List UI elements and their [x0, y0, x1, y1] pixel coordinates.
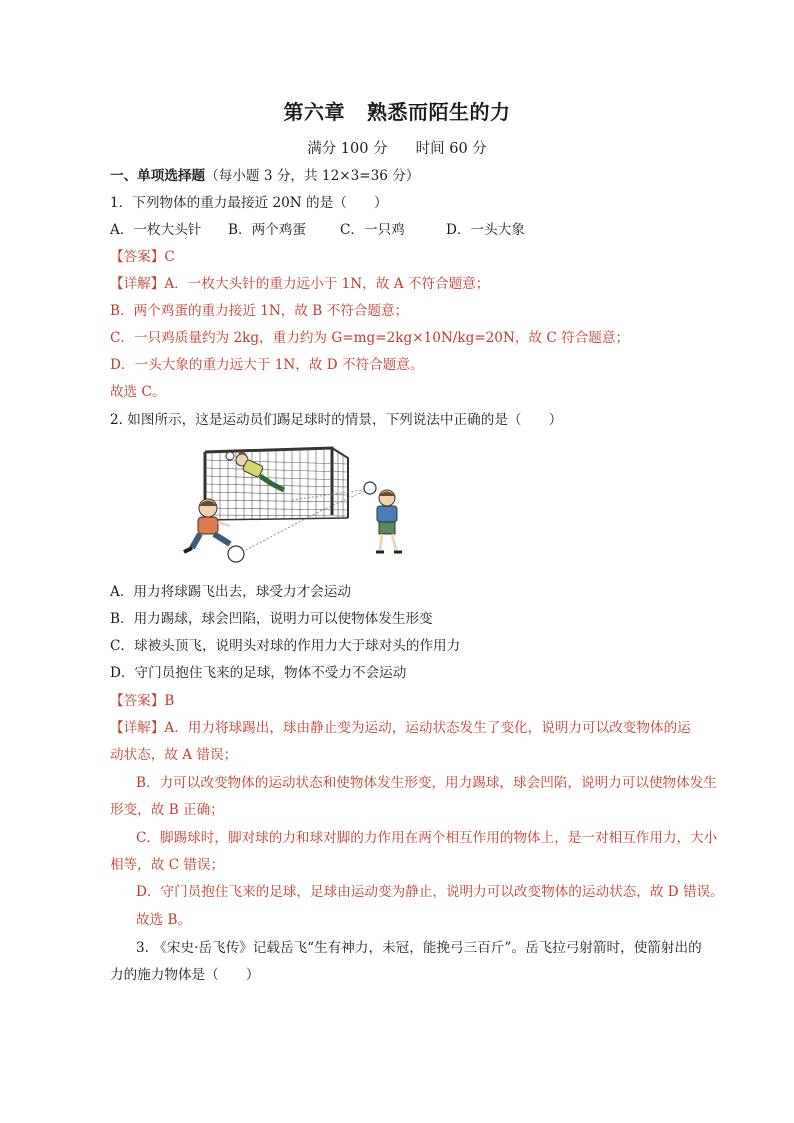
explain-text: A．用力将球踢出，球由静止变为运动，运动状态发生了变化，说明力可以改变物体的运 — [164, 720, 691, 736]
q1-explain-a — [110, 274, 720, 294]
soccer-illustration — [172, 440, 422, 565]
q2-explain-1 — [110, 718, 720, 738]
q2-option-a: A．用力将球踢飞出去，球受力才会运动 — [110, 584, 351, 600]
chapter-number: 第六章 — [283, 100, 345, 124]
q3-stem-line2: 力的施力物体是（ ） — [110, 967, 260, 983]
q2-option-c: C．球被头顶飞，说明头对球的作用力大于球对头的作用力 — [110, 638, 461, 654]
q2-explain-7: D．守门员抱住飞来的足球，足球由运动变为静止，说明力可以改变物体的运动状态，故 D 错误。 — [136, 884, 724, 900]
page-title — [0, 96, 794, 125]
full-score: 满分 100 分 — [307, 141, 388, 157]
q2-explain-5: C．脚踢球时，脚对球的力和球对脚的力作用在两个相互作用的物体上，是一对相互作用力，大小 — [136, 830, 718, 846]
answer-label: 【答案】 — [110, 693, 165, 709]
exam-info — [0, 137, 794, 158]
soccer-ball-icon — [228, 546, 244, 562]
q2-explain-6: 相等，故 C 错误； — [110, 857, 225, 873]
q2-stem: 2. 如图所示，这是运动员们踢足球时的情景，下列说法中正确的是（ ） — [110, 412, 563, 428]
q2-answer — [110, 691, 720, 711]
section-note: （每小题 3 分，共 12×3=36 分） — [205, 168, 420, 184]
answer-label: 【答案】 — [110, 249, 165, 265]
answer-value: B — [164, 693, 175, 709]
header-ball-icon — [364, 482, 376, 494]
q1-option-b: B．两个鸡蛋 — [228, 222, 306, 238]
q1-explain-d: D．一头大象的重力远大于 1N，故 D 不符合题意。 — [110, 357, 424, 373]
q1-option-a: A．一枚大头针 — [110, 222, 202, 238]
chapter-name: 熟悉而陌生的力 — [367, 100, 511, 124]
section-heading — [110, 166, 720, 186]
q2-explain-4: 形变，故 B 正确； — [110, 802, 224, 818]
q2-explain-2: 动状态，故 A 错误； — [110, 747, 238, 763]
q1-conclusion: 故选 C。 — [110, 384, 166, 400]
q2-option-b: B．用力踢球，球会凹陷，说明力可以使物体发生形变 — [110, 611, 433, 627]
answer-value: C — [164, 249, 175, 265]
header-player-icon — [376, 490, 402, 552]
q1-option-c: C．一只鸡 — [340, 222, 405, 238]
q2-explain-3: B．力可以改变物体的运动状态和使物体发生形变，用力踢球，球会凹陷，说明力可以使物体发生 — [136, 775, 717, 791]
section-title: 一、单项选择题 — [110, 168, 206, 184]
q1-answer — [110, 247, 720, 267]
q2-option-d: D．守门员抱住飞来的足球，物体不受力不会运动 — [110, 665, 407, 681]
explain-label: 【详解】 — [110, 276, 165, 292]
q2-conclusion: 故选 B。 — [136, 912, 192, 928]
q1-explain-c: C．一只鸡质量约为 2kg，重力约为 G=mg=2kg×10N/kg=20N，故 C 符合题意； — [110, 330, 630, 346]
kicker-player-icon — [184, 499, 230, 552]
q1-options — [110, 220, 720, 240]
q3-stem-line1: 3. 《宋史·岳飞传》记载岳飞“生有神力，未冠，能挽弓三百斤”。岳飞拉弓射箭时，使箭射出的 — [136, 940, 702, 956]
time-limit: 时间 60 分 — [415, 141, 487, 157]
explain-text: A．一枚大头针的重力远小于 1N，故 A 不符合题意； — [164, 276, 490, 292]
explain-label: 【详解】 — [110, 720, 165, 736]
q1-explain-b: B．两个鸡蛋的重力接近 1N，故 B 不符合题意； — [110, 303, 409, 319]
q1-stem: 1．下列物体的重力最接近 20N 的是（ ） — [110, 195, 388, 211]
goalkeeper-icon — [226, 452, 284, 490]
q1-option-d: D．一头大象 — [446, 222, 525, 238]
